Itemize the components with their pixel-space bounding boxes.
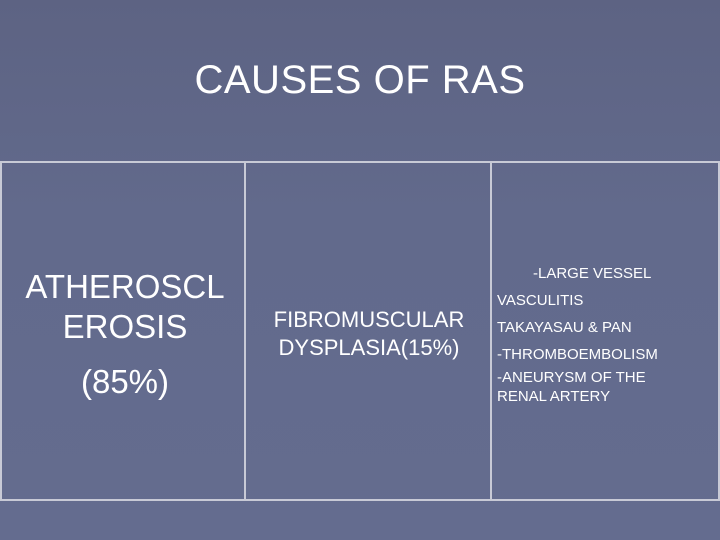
fibromuscular-line-2: DYSPLASIA(15%): [278, 335, 460, 360]
table-cell-atherosclerosis: [0, 163, 246, 499]
other-causes-line-3: TAKAYASAU & PAN: [497, 319, 632, 336]
table-cell-other-causes: [492, 163, 718, 499]
atherosclerosis-percent: (85%): [80, 363, 170, 400]
other-causes-line-2: VASCULITIS: [497, 292, 584, 309]
other-causes-line-6: RENAL ARTERY: [497, 388, 611, 405]
fibromuscular-label: [246, 306, 492, 362]
slide-title: CAUSES OF RAS: [194, 58, 526, 102]
causes-table: [0, 161, 720, 501]
atherosclerosis-line-2: EROSIS: [62, 308, 188, 345]
other-causes-line-4: -THROMBOEMBOLISM: [497, 346, 658, 363]
other-causes-line-1: -LARGE VESSEL: [533, 265, 652, 282]
table-cell-fibromuscular: [246, 163, 492, 499]
atherosclerosis-label: [2, 267, 248, 347]
other-causes-list: [497, 260, 717, 406]
fibromuscular-line-1: FIBROMUSCULAR: [273, 307, 465, 332]
atherosclerosis-line-1: ATHEROSCL: [25, 268, 225, 305]
other-causes-line-5: -ANEURYSM OF THE: [497, 369, 646, 386]
